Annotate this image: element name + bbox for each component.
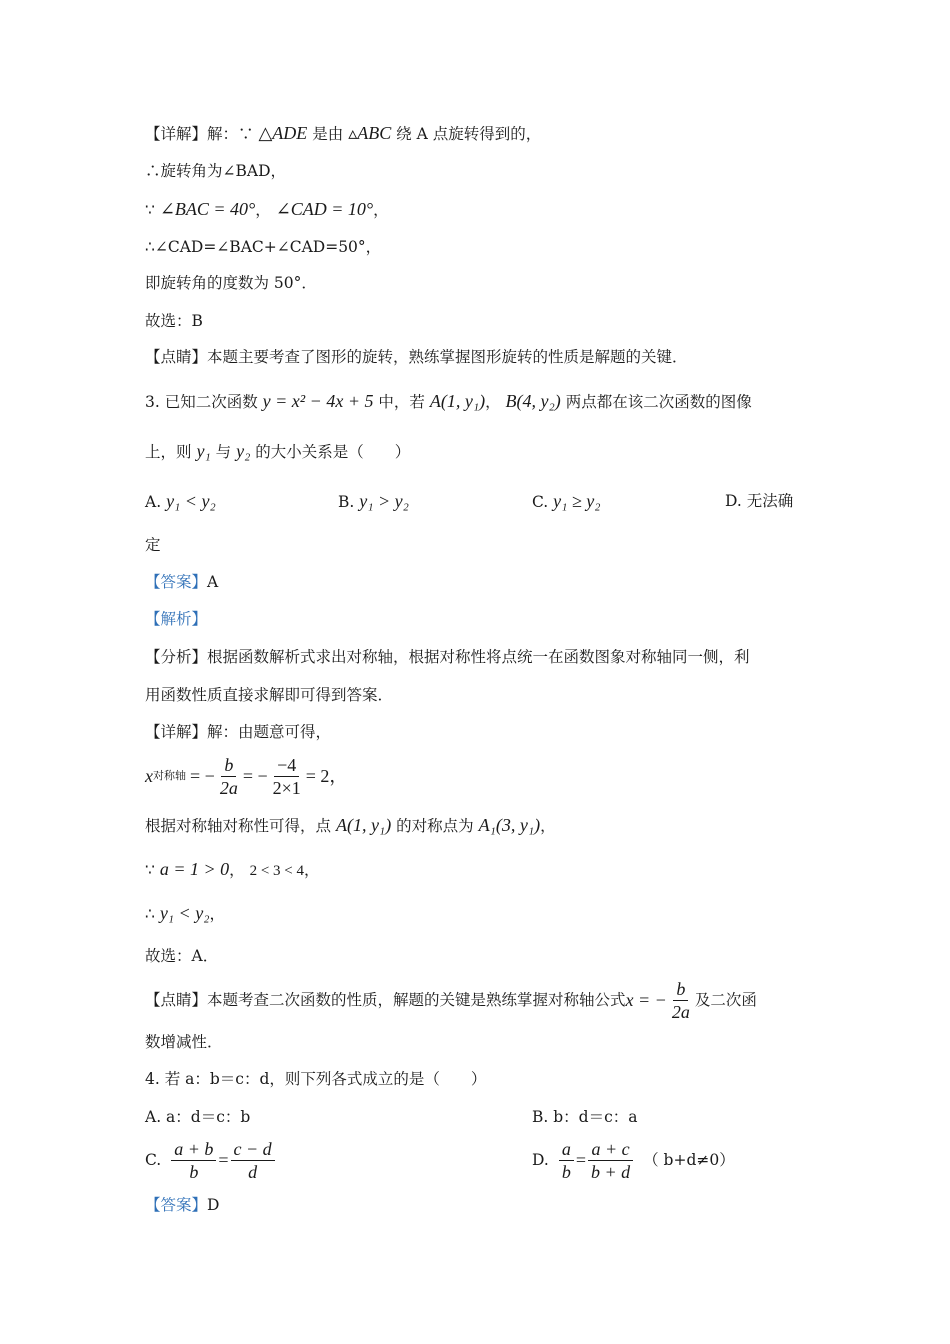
detail-line-4: ∴∠CAD=∠BAC+∠CAD=50°，: [145, 238, 382, 256]
detail-line-5: 即旋转角的度数为 50°．: [145, 274, 317, 292]
condition-line: ∵ a = 1 > 0， 2 < 3 < 4，: [145, 859, 320, 879]
q4-option-c: C. $\frac{a + b}{b}$ = $\frac{c - d}{d}$: [145, 1136, 277, 1184]
detail-solution-line: 【详解】解：由题意可得，: [145, 723, 332, 741]
q4-option-a: A. a：d＝c：b: [145, 1108, 251, 1126]
fraction-b-2a-formula: $\frac{b}{2a}$: [671, 978, 690, 1022]
q4-option-b: B. b：d＝c：a: [532, 1108, 638, 1126]
q4-answer: 【答案】D: [145, 1196, 220, 1214]
symmetry-line: 根据对称轴对称性可得，点 A(1, y₁) 的对称点为 A₁(3, y₁)，: [145, 815, 556, 835]
q3-option-d: D. 无法确: [725, 492, 794, 510]
detail-line-6: 故选：B: [145, 312, 203, 330]
q3-option-b: B. y₁ > y₂: [338, 491, 409, 511]
detail-line-2: ∴旋转角为∠BAD，: [145, 162, 286, 180]
q3-answer: 【答案】A: [145, 573, 219, 591]
q3-option-a: A. y₁ < y₂: [145, 491, 216, 511]
question-3-line-2: 上，则 y₁ 与 y₂ 的大小关系是（ ）: [145, 441, 411, 461]
detail-line-3: ∵ ∠BAC = 40°， ∠CAD = 10°，: [145, 199, 389, 219]
comment-line: 【点睛】本题主要考查了图形的旋转，熟练掌握图形旋转的性质是解题的关键．: [145, 348, 688, 366]
comment-line-q3-cont: 数增减性．: [145, 1033, 223, 1051]
question-4: 4. 若 a：b＝c：d，则下列各式成立的是（ ）: [145, 1070, 487, 1088]
analysis-tag: 【解析】: [145, 610, 208, 628]
fraction-b-2a: $\frac{b}{2a}$: [219, 754, 238, 798]
choose-line: 故选：A．: [145, 947, 219, 965]
analysis-line-1: 【分析】根据函数解析式求出对称轴，根据对称性将点统一在函数图象对称轴同一侧，利: [145, 648, 750, 666]
conclusion-line: ∴ y₁ < y₂，: [145, 903, 225, 923]
detail-line-1: 【详解】解：∵ △ADE 是由 ▵ABC 绕 A 点旋转得到的，: [145, 123, 542, 143]
q4-option-d: D. $\frac{a}{b}$ = $\frac{a + c}{b + d}$ （ b+d≠0）: [532, 1138, 735, 1182]
detail-tag: 【详解】: [145, 125, 208, 143]
analysis-line-2: 用函数性质直接求解即可得到答案．: [145, 686, 394, 704]
answer-tag: 【答案】: [145, 573, 208, 591]
q3-option-c: C. y₁ ≥ y₂: [532, 491, 601, 511]
answer-tag: 【答案】: [145, 1196, 208, 1214]
triangle-abc: ▵ABC: [348, 123, 392, 143]
triangle-ade: △ADE: [258, 123, 308, 143]
comment-line-q3: 【点睛】本题考查二次函数的性质，解题的关键是熟练掌握对称轴公式 x = − $\frac{b}{2a}$ 及二次函: [145, 978, 757, 1022]
quadratic-function: y = x² − 4x + 5: [262, 391, 374, 411]
fraction-neg4-2x1: $\frac{-4}{2\times 1}$: [272, 754, 301, 798]
axis-formula: x 对称轴 = − $\frac{b}{2a}$ = − $\frac{-4}{2\times 1}$ = 2，: [145, 754, 348, 798]
question-3-line-1: 3. 已知二次函数 y = x² − 4x + 5 中，若 A(1, y₁)， B(4, y₂) 两点都在该二次函数的图像: [145, 391, 752, 411]
q3-option-d-continued: 定: [145, 536, 161, 554]
